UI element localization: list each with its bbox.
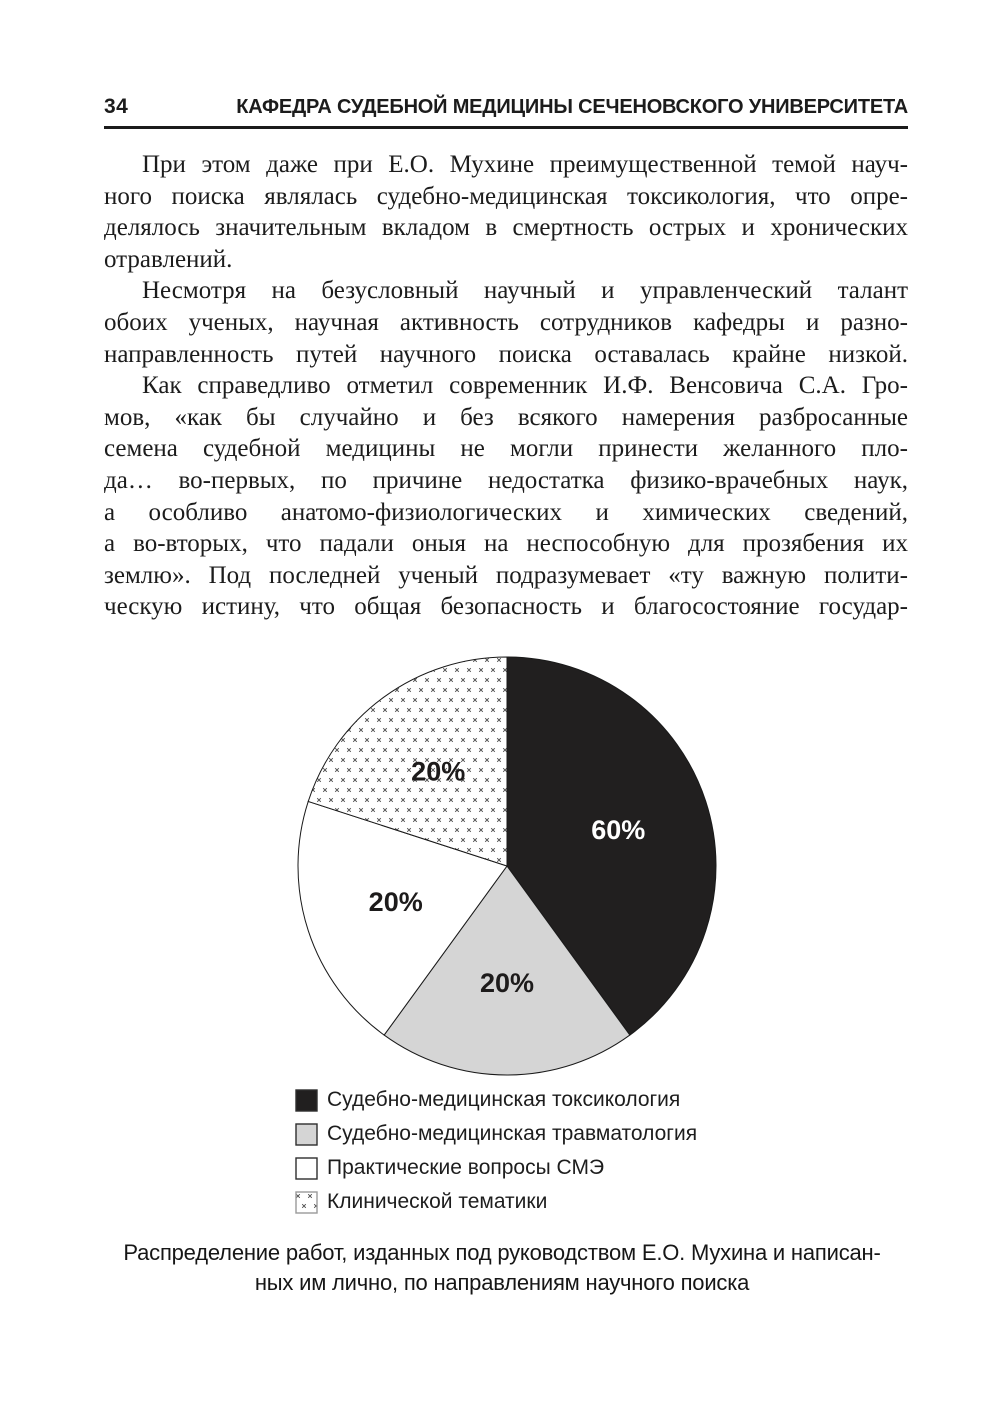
legend-swatch-icon [295, 1123, 318, 1146]
legend-swatch-icon [295, 1089, 318, 1112]
text-line: а во-вторых, что падали оныя на неспособную для прозябения их [104, 530, 908, 558]
text-line: При этом даже при Е.О. Мухине преимущественной темой науч- [142, 151, 908, 178]
text-line: делялось значительным вкладом в смертность острых и хронических [104, 214, 908, 242]
text-line: мов, «как бы случайно и без всякого намерения разбросанные [104, 403, 908, 431]
text-line: отравлений. [104, 245, 233, 273]
pie-slice-label: 20% [479, 968, 535, 998]
body-text [104, 149, 908, 623]
legend-swatch-icon [295, 1157, 318, 1180]
text-line: да… во-первых, по причине недостатка физико-врачебных наук, [104, 466, 908, 494]
pie-chart [286, 645, 728, 1087]
caption-line: ных им лично, по направлениям научного поиска [254, 1270, 750, 1295]
legend-item [295, 1083, 697, 1117]
text-line: Как справедливо отметил современник И.Ф. Венсовича С.А. Гро- [142, 372, 908, 400]
pie-slice-label: 20% [411, 756, 466, 787]
legend-item-label: Судебно-медицинская токсикология [327, 1088, 681, 1111]
legend-item [295, 1151, 697, 1185]
paragraph [104, 275, 908, 370]
legend-item [295, 1117, 697, 1151]
legend-item-label: Судебно-медицинская травматология [327, 1122, 698, 1145]
pie-slice-label: 60% [591, 814, 646, 845]
legend-item [295, 1185, 697, 1219]
text-line: обоих ученых, научная активность сотрудников кафедры и разно- [104, 308, 908, 336]
running-header [104, 95, 908, 129]
paragraph [104, 149, 908, 275]
chart-legend [295, 1083, 697, 1219]
legend-item-label: Практические вопросы СМЭ [327, 1156, 605, 1179]
paragraph [104, 370, 908, 623]
running-header-title: КАФЕДРА СУДЕБНОЙ МЕДИЦИНЫ СЕЧЕНОВСКОГО УНИВЕРСИТЕТА [236, 96, 908, 118]
text-line: Несмотря на безусловный научный и управленческий талант [142, 277, 908, 305]
legend-swatch-icon [295, 1191, 318, 1214]
text-line: ческую истину, что общая безопасность и благосостояние государ- [104, 593, 908, 621]
legend-item-label: Клинической тематики [327, 1190, 548, 1213]
text-line: ного поиска являлась судебно-медицинская токсикология, что опре- [104, 182, 908, 210]
text-line: а особливо анатомо-физиологических и химических сведений, [104, 498, 908, 526]
text-line: землю». Под последней ученый подразумевает «ту важную полити- [104, 561, 908, 589]
text-line: семена судебной медицины не могли принести желанного пло- [104, 435, 908, 463]
figure-caption [100, 1238, 904, 1298]
text-line: направленность путей научного поиска оставалась крайне низкой. [104, 340, 908, 368]
caption-line: Распределение работ, изданных под руководством Е.О. Мухина и написан- [123, 1240, 881, 1265]
page-number: 34 [104, 95, 129, 118]
pie-slice-label: 20% [368, 887, 423, 918]
